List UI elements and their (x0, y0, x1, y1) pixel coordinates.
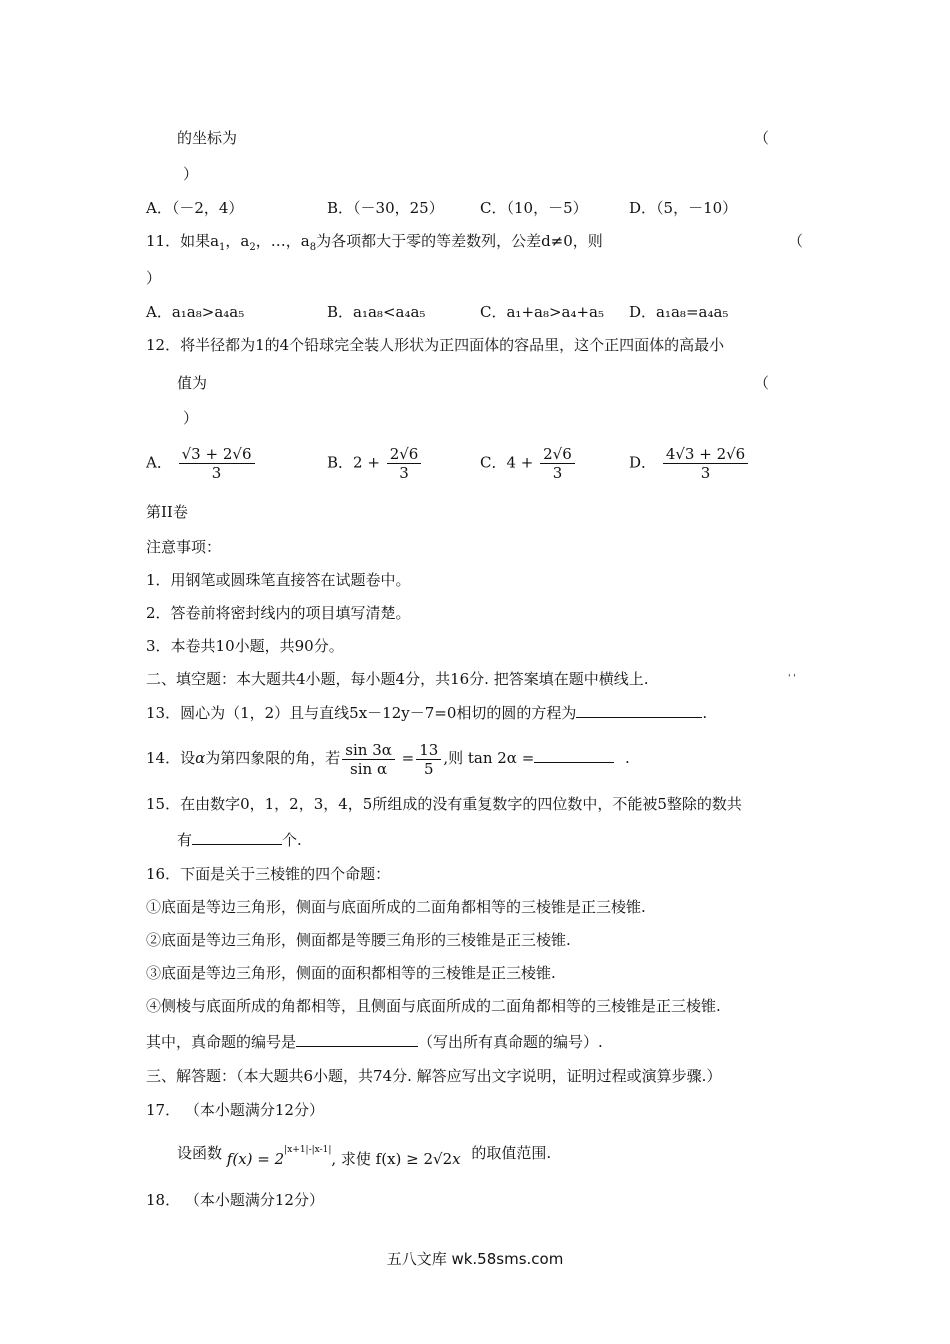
q12-option-b: B．2 + $\frac{2√6}{3}$ (327, 445, 423, 482)
answer-blank[interactable] (192, 830, 282, 845)
fraction: $\frac{2√6}{3}$ (540, 445, 575, 482)
q12-option-a: A． $\frac{√3 + 2√6}{3}$ (146, 445, 257, 482)
q17-heading: 17． （本小题满分12分） (146, 1101, 324, 1119)
answer-blank[interactable] (534, 748, 614, 763)
q15-question-cont: 有 个. (177, 831, 302, 849)
q10-continuation: 的坐标为 (177, 129, 238, 147)
fraction: $\frac{√3 + 2√6}{3}$ (179, 445, 255, 482)
fraction: $\frac{13}{5}$ (416, 741, 441, 778)
q10-option-b: B．（－30，25） (327, 199, 444, 217)
q17-question: 设函数 $f(x) = 2^{|x+1|-|x-1|}$, 求使 f(x) ≥ 2√2x 的取值范围. (177, 1144, 552, 1168)
q12-paren-open: （ (754, 374, 770, 392)
answer-blank[interactable] (576, 703, 702, 718)
fraction: $\frac{\sin 3\alpha}{\text{sin α}}$ (342, 741, 395, 778)
q16-proposition: ③底面是等边三角形，侧面的面积都相等的三棱锥是正三棱锥. (146, 964, 556, 982)
part2-item: 3．本卷共10小题，共90分。 (146, 637, 344, 655)
part2-item: 1．用钢笔或圆珠笔直接答在试题卷中。 (146, 571, 411, 589)
part2-notice: 注意事项： (146, 538, 222, 556)
q12-paren-close: ） (183, 409, 199, 427)
q11-option-c: C．a₁+a₈>a₄+a₅ (480, 303, 605, 321)
q16-proposition: ①底面是等边三角形，侧面与底面所成的二面角都相等的三棱锥是正三棱锥. (146, 898, 646, 916)
q11-option-a: A．a₁a₈>a₄a₅ (146, 303, 245, 321)
q12-option-d: D． $\frac{4√3 + 2√6}{3}$ (629, 445, 750, 482)
fraction: $\frac{4√3 + 2√6}{3}$ (663, 445, 748, 482)
q10-option-d: D．（5，－10） (629, 199, 738, 217)
q12-option-c: C．4 + $\frac{2√6}{3}$ (480, 445, 577, 482)
q10-paren-close: ） (183, 165, 199, 183)
q10-paren-open: （ (754, 129, 770, 147)
q11-question: 11．如果$a_1$，$a_2$，…，$a_8$为各项都大于零的等差数列，公差d≠0，则 (146, 232, 603, 253)
q11-paren-open: （ (788, 232, 804, 250)
q18-heading: 18． （本小题满分12分） (146, 1191, 324, 1209)
q12-question: 12．将半径都为1的4个铅球完全装人形状为正四面体的容品里，这个正四面体的高最小 (146, 336, 725, 354)
footer-watermark: 五八文库 wk.58sms.com (386, 1250, 564, 1268)
q10-option-c: C．（10，－5） (480, 199, 588, 217)
q11-option-b: B．a₁a₈<a₄a₅ (327, 303, 426, 321)
q16-ask: 其中，真命题的编号是 （写出所有真命题的编号）. (146, 1033, 603, 1051)
q15-question: 15．在由数字0，1，2，3，4，5所组成的没有重复数字的四位数中，不能被5整除的数共 (146, 795, 742, 813)
fraction: $\frac{2√6}{3}$ (387, 445, 422, 482)
q11-option-d: D．a₁a₈=a₄a₅ (629, 303, 729, 321)
q11-paren-close: ） (146, 269, 162, 287)
q12-question-cont: 值为 (177, 374, 208, 392)
solve-heading: 三、解答题：（本大题共6小题，共74分. 解答应写出文字说明，证明过程或演算步骤.） (146, 1067, 722, 1085)
part2-item: 2．答卷前将密封线内的项目填写清楚。 (146, 604, 411, 622)
q14-question: 14．设α为第四象限的角，若 $\frac{\sin 3\alpha}{\text{sin α}}$ = $\frac{13}{5}$ ,则 tan 2α = . (146, 740, 630, 778)
q13-question: 13．圆心为（1，2）且与直线5x－12y－7=0相切的圆的方程为 . (146, 704, 708, 722)
q16-proposition: ④侧棱与底面所成的角都相等，且侧面与底面所成的二面角都相等的三棱锥是正三棱锥. (146, 997, 721, 1015)
answer-blank[interactable] (296, 1032, 418, 1047)
fill-heading: 二、填空题：本大题共4小题，每小题4分，共16分. 把答案填在题中横线上. (146, 670, 649, 688)
q10-option-a: A．（－2，4） (146, 199, 244, 217)
stray-mark: ' ' (788, 674, 796, 684)
q16-proposition: ②底面是等边三角形，侧面都是等腰三角形的三棱锥是正三棱锥. (146, 931, 571, 949)
part2-title: 第II卷 (146, 503, 188, 521)
q16-question: 16．下面是关于三棱锥的四个命题： (146, 865, 391, 883)
